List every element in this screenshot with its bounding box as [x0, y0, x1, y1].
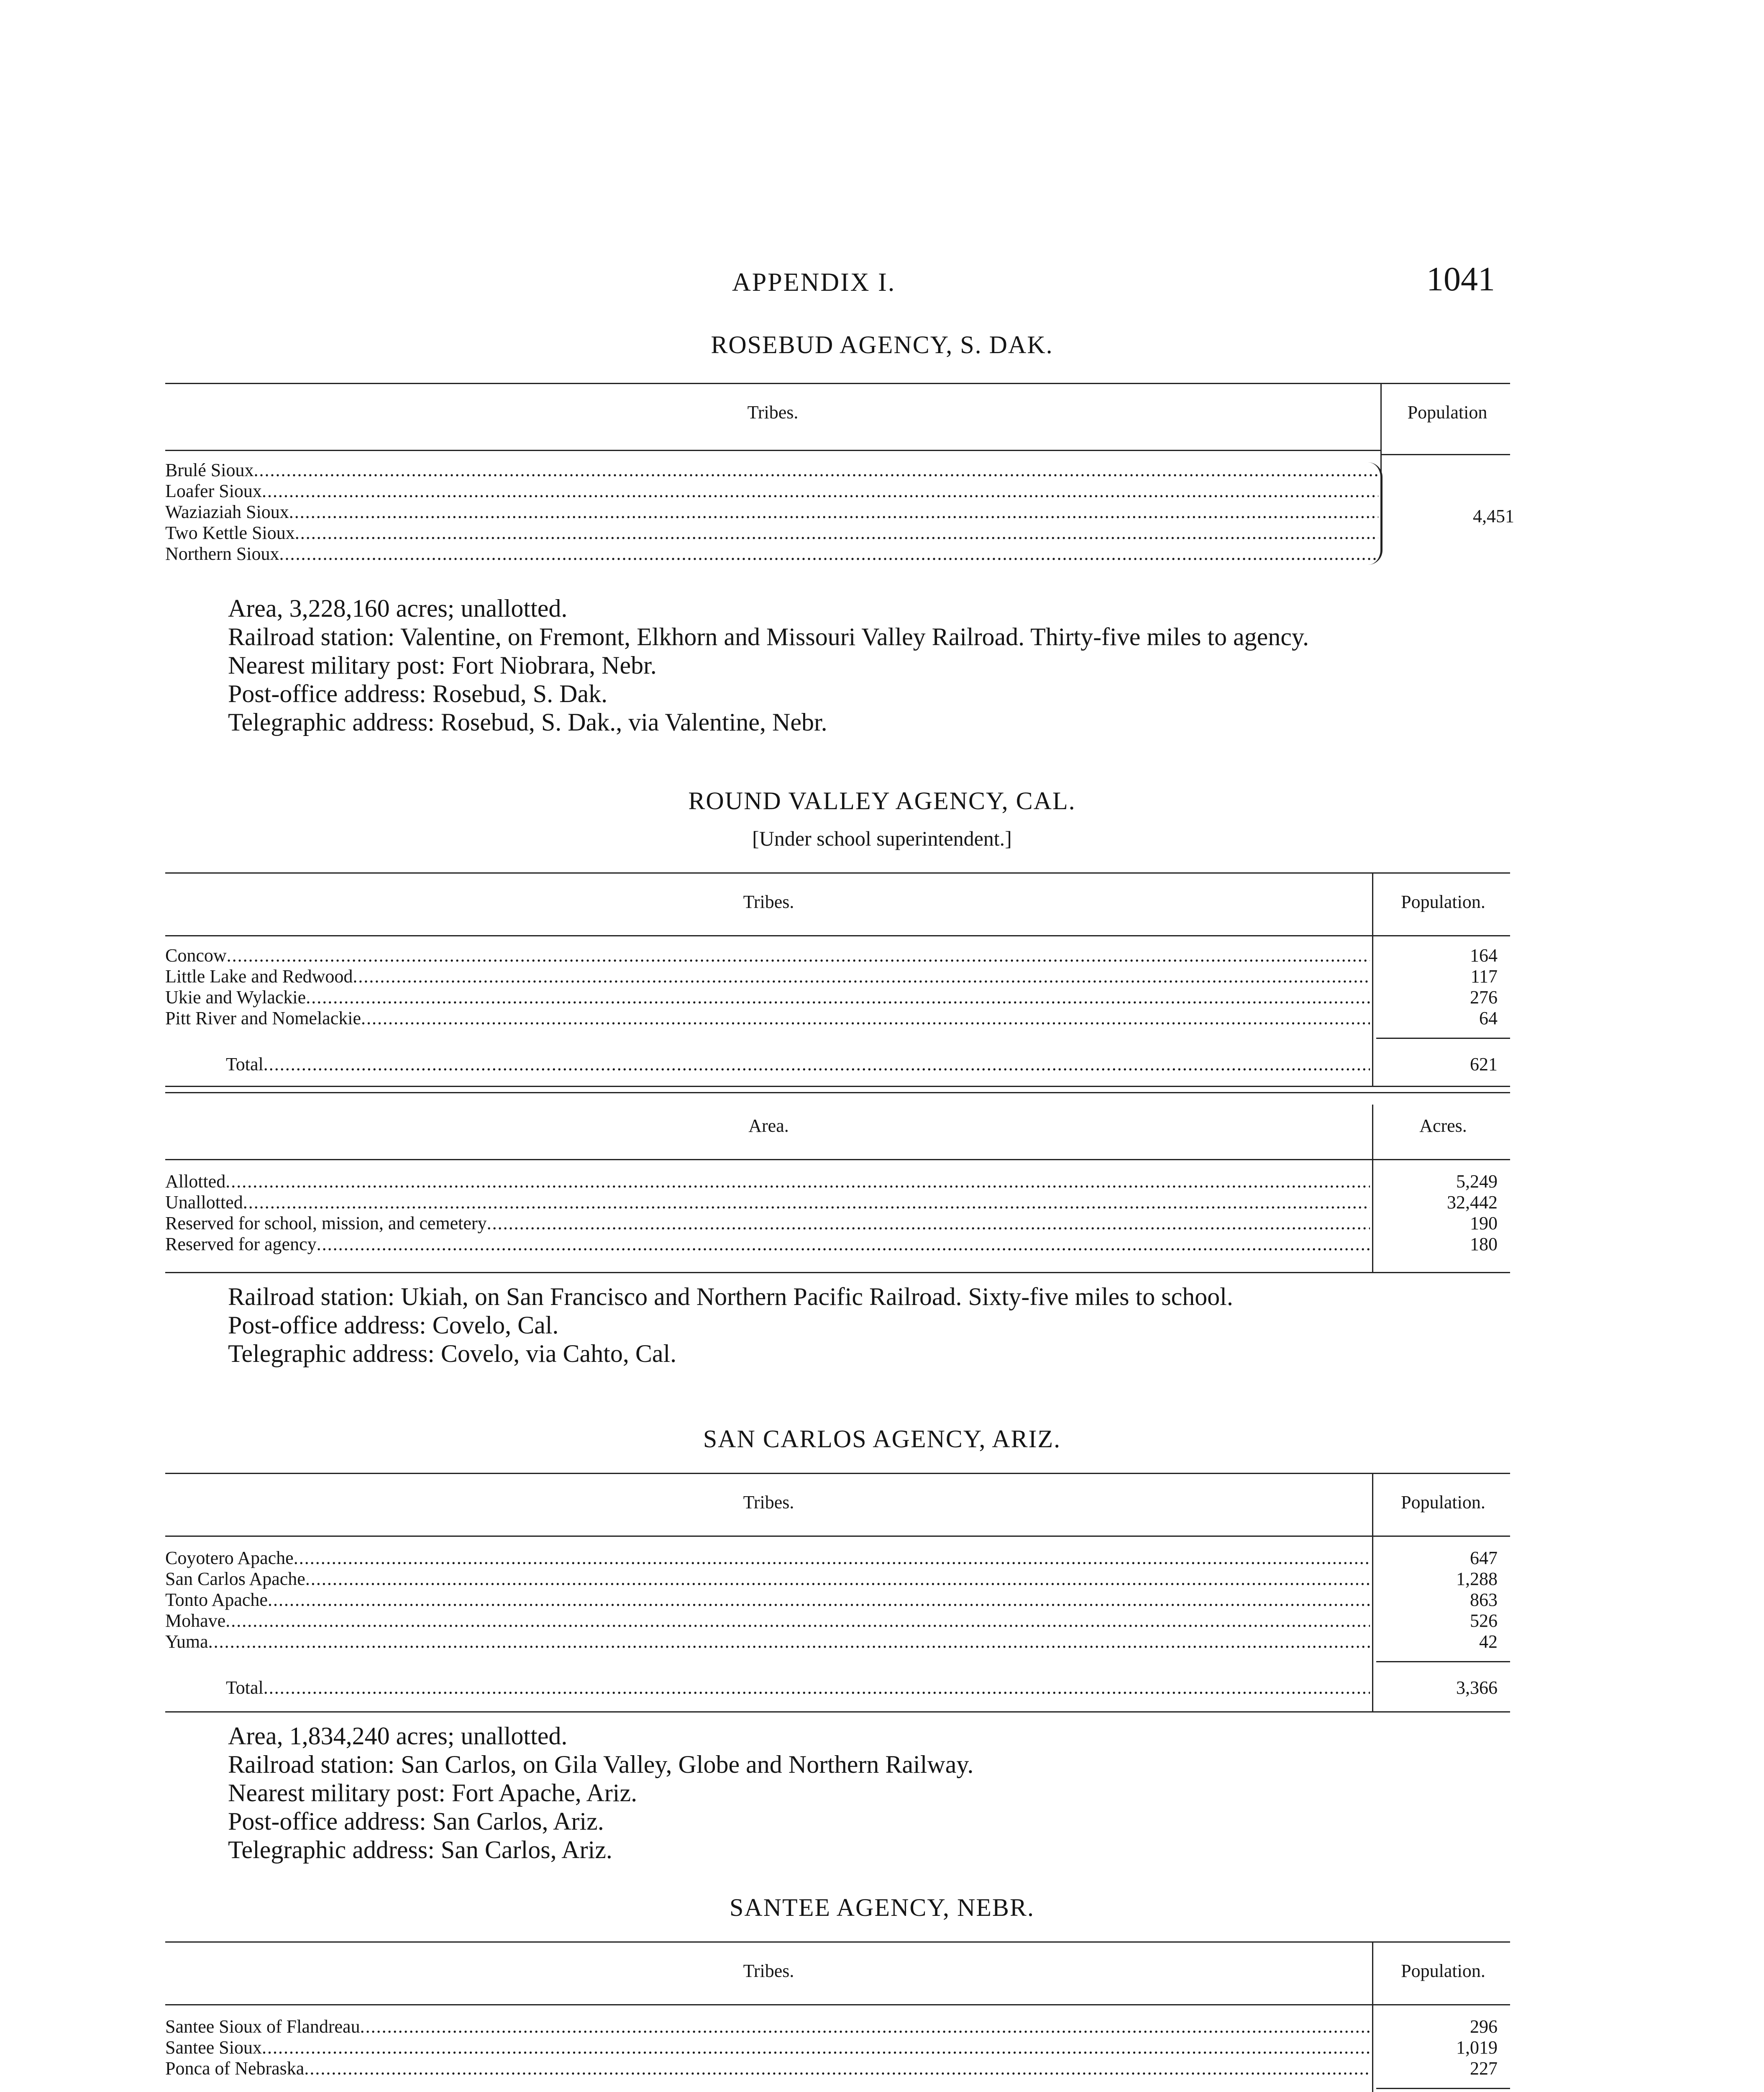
group-brace [1368, 462, 1383, 565]
table-rule [165, 1272, 1510, 1273]
table-row [165, 1008, 1370, 1028]
population-value: 42 [1479, 1631, 1498, 1652]
table-rule [165, 1473, 1510, 1474]
table-row [165, 946, 1370, 966]
population-value: 1,288 [1456, 1569, 1498, 1589]
total-rule [1376, 1661, 1510, 1662]
tribe-name: Brulé Sioux [165, 460, 254, 480]
rosebud-post-office: Post-office address: Rosebud, S. Dak. [228, 680, 608, 708]
total-rule [1376, 2088, 1510, 2089]
santee-col-population: Population. [1401, 1961, 1485, 1981]
rosebud-area: Area, 3,228,160 acres; unallotted. [228, 595, 568, 622]
tribe-name: Ukie and Wylackie [165, 987, 306, 1008]
tribe-name: Ponca of Nebraska [165, 2058, 305, 2079]
table-row [165, 1172, 1370, 1192]
table-row [165, 1234, 1370, 1254]
population-value: 296 [1470, 2016, 1498, 2037]
acres-value: 32,442 [1447, 1192, 1498, 1213]
area-name: Unallotted [165, 1192, 243, 1213]
table-row [165, 544, 1378, 564]
acres-value: 190 [1470, 1213, 1498, 1233]
tribe-name: Pitt River and Nomelackie [165, 1008, 361, 1028]
table-row [165, 1192, 1370, 1213]
rosebud-col-population: Population [1407, 402, 1487, 423]
san-carlos-area: Area, 1,834,240 acres; unallotted. [228, 1722, 568, 1750]
table-row [165, 2038, 1370, 2058]
rosebud-agency-title: ROSEBUD AGENCY, S. DAK. [711, 331, 1053, 359]
table-rule [165, 1711, 1510, 1713]
san-carlos-col-population: Population. [1401, 1492, 1485, 1513]
total-row [226, 1054, 1370, 1074]
san-carlos-military-post: Nearest military post: Fort Apache, Ariz. [228, 1779, 637, 1807]
table-rule [165, 383, 1510, 384]
table-rule [165, 1092, 1510, 1093]
round-valley-col-population: Population. [1401, 892, 1485, 912]
tribe-name: Waziaziah Sioux [165, 502, 289, 522]
rosebud-population-value: 4,451 [1473, 506, 1514, 526]
table-rule [165, 872, 1510, 874]
san-carlos-details [165, 1722, 1516, 1864]
round-valley-col-area: Area. [748, 1115, 789, 1136]
table-row [165, 1548, 1370, 1568]
area-name: Allotted [165, 1171, 226, 1192]
tribe-name: San Carlos Apache [165, 1569, 305, 1589]
column-rule [1372, 1941, 1373, 2092]
table-row [165, 1569, 1370, 1589]
table-row [165, 967, 1370, 987]
rosebud-col-tribes: Tribes. [747, 402, 799, 423]
table-rule [165, 1086, 1510, 1087]
column-rule [1372, 1473, 1373, 1711]
table-rule [1380, 454, 1510, 455]
tribe-name: Little Lake and Redwood [165, 966, 353, 987]
total-value: 3,366 [1456, 1677, 1498, 1698]
population-value: 863 [1470, 1590, 1498, 1610]
tribe-name: Northern Sioux [165, 544, 279, 564]
tribe-name: Concow [165, 945, 227, 966]
area-name: Reserved for agency [165, 1234, 317, 1254]
population-value: 227 [1470, 2058, 1498, 2079]
table-rule [165, 1159, 1510, 1160]
population-value: 64 [1479, 1008, 1498, 1028]
population-value: 526 [1470, 1610, 1498, 1631]
running-head: APPENDIX I. [732, 268, 896, 297]
tribe-name: Loafer Sioux [165, 481, 262, 501]
tribe-name: Mohave [165, 1610, 226, 1631]
area-name: Reserved for school, mission, and cemetery [165, 1213, 487, 1233]
table-row [165, 460, 1378, 480]
acres-value: 5,249 [1456, 1171, 1498, 1192]
total-row [226, 1678, 1370, 1698]
population-value: 276 [1470, 987, 1498, 1008]
population-value: 647 [1470, 1548, 1498, 1568]
san-carlos-railroad: Railroad station: San Carlos, on Gila Valley, Globe and Northern Railway. [228, 1751, 974, 1778]
san-carlos-col-tribes: Tribes. [743, 1492, 794, 1513]
population-value: 117 [1470, 966, 1498, 987]
table-rule [165, 1941, 1510, 1943]
table-rule [165, 450, 1380, 451]
table-row [165, 1611, 1370, 1631]
rosebud-details [165, 594, 1516, 736]
santee-col-tribes: Tribes. [743, 1961, 794, 1981]
acres-value: 180 [1470, 1234, 1498, 1254]
total-label: Total [226, 1677, 264, 1698]
table-row [165, 2059, 1370, 2079]
total-rule [1376, 1038, 1510, 1039]
table-row [165, 1632, 1370, 1652]
round-valley-note: [Under school superintendent.] [752, 827, 1012, 850]
san-carlos-post-office: Post-office address: San Carlos, Ariz. [228, 1807, 604, 1835]
tribe-name: Santee Sioux of Flandreau [165, 2016, 360, 2037]
rosebud-military-post: Nearest military post: Fort Niobrara, Nebr. [228, 651, 657, 679]
table-row [165, 987, 1370, 1008]
table-rule [165, 2004, 1510, 2005]
tribe-name: Two Kettle Sioux [165, 523, 295, 543]
table-row [165, 502, 1378, 522]
rosebud-railroad: Railroad station: Valentine, on Fremont, Elkhorn and Missouri Valley Railroad. Thirty-five miles to agency. [228, 623, 1309, 651]
round-valley-telegraph: Telegraphic address: Covelo, via Cahto, Cal. [228, 1340, 677, 1367]
table-rule [165, 1536, 1510, 1537]
round-valley-details [165, 1282, 1516, 1368]
table-row [165, 481, 1378, 501]
population-value: 164 [1470, 945, 1498, 966]
san-carlos-agency-title: SAN CARLOS AGENCY, ARIZ. [703, 1425, 1061, 1453]
round-valley-col-tribes: Tribes. [743, 892, 794, 912]
column-rule [1372, 1105, 1373, 1272]
santee-agency-title: SANTEE AGENCY, NEBR. [730, 1894, 1034, 1921]
total-value: 621 [1470, 1054, 1498, 1074]
tribe-name: Yuma [165, 1631, 208, 1652]
total-label: Total [226, 1054, 264, 1074]
table-rule [165, 935, 1510, 936]
table-row [165, 2017, 1370, 2037]
rosebud-telegraph: Telegraphic address: Rosebud, S. Dak., via Valentine, Nebr. [228, 708, 827, 736]
round-valley-agency-title: ROUND VALLEY AGENCY, CAL. [688, 787, 1076, 815]
table-row [165, 523, 1378, 543]
page-number: 1041 [1426, 260, 1495, 298]
round-valley-col-acres: Acres. [1419, 1115, 1467, 1136]
column-rule [1372, 872, 1373, 1086]
population-value: 1,019 [1456, 2037, 1498, 2058]
tribe-name: Coyotero Apache [165, 1548, 294, 1568]
san-carlos-telegraph: Telegraphic address: San Carlos, Ariz. [228, 1836, 612, 1864]
tribe-name: Tonto Apache [165, 1590, 268, 1610]
round-valley-post-office: Post-office address: Covelo, Cal. [228, 1311, 559, 1339]
tribe-name: Santee Sioux [165, 2037, 262, 2058]
round-valley-railroad: Railroad station: Ukiah, on San Francisco and Northern Pacific Railroad. Sixty-five miles to school. [228, 1283, 1233, 1310]
table-row [165, 1213, 1370, 1233]
table-row [165, 1590, 1370, 1610]
